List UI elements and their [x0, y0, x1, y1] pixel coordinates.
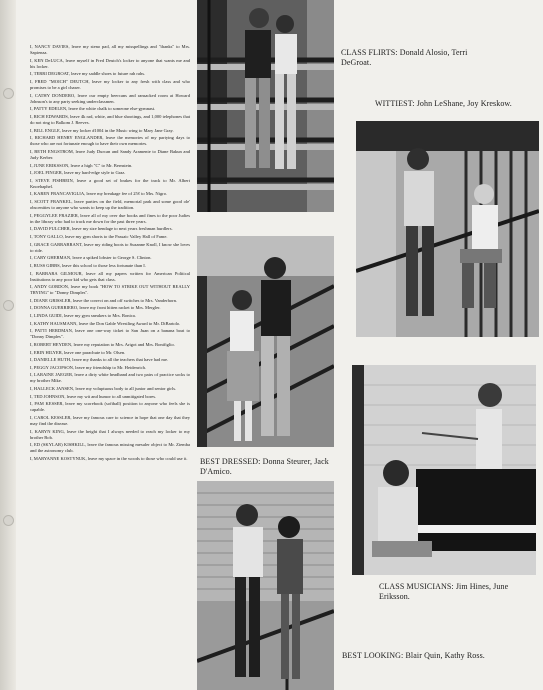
class-will-column — [30, 44, 190, 684]
will-entry: I, GRACE GARRABRANT, leave my riding boots to Suzanne Knoll, I know she loves to ride. — [30, 241, 190, 253]
will-entry: I, JUNE ERIKSSON, leave a high "C" to Mr. Bernstein. — [30, 162, 133, 168]
best-dressed-caption: BEST DRESSED: Donna Steurer, Jack D'Amico. — [200, 457, 329, 476]
will-entry: I, KATHY HAUSMANN, leave the Don Gable Wrestling Award to Mr. DiBartolo. — [30, 320, 181, 326]
wittiest-photo — [356, 121, 539, 337]
will-entry: I, ED (SKYLAR) KISHKILL, leave the famous missing mesuler object to Mr. Ziemba and the astronomy club. — [30, 442, 190, 454]
will-entry: I, DAVID FULCHER, leave my size hendage to next years freshman hurdlers. — [30, 226, 173, 232]
will-entry: I, LARAINE JAEGER, leave a dirty white headband and two pairs of practice socks to my brother Mike. — [30, 372, 190, 384]
punch-hole — [3, 300, 14, 311]
will-entry: I, PATTY EDELEN, leave the white chalk to someone else-gymnast. — [30, 106, 156, 112]
binding-edge — [0, 0, 16, 690]
will-entry: I, TERRI DEGROAT, leave my saddle shoes to future rah rahs. — [30, 71, 146, 77]
will-entry: I, ROBERT HEYDEN, leave my reputation to Mrs. Arigot and Mrs. Bonifiglio. — [30, 341, 175, 347]
best-dressed-photo — [197, 236, 334, 447]
class-flirts-caption: CLASS FLIRTS: Donald Alosio, Terri DeGroat. — [341, 48, 468, 67]
class-musicians-image — [352, 365, 536, 575]
will-entry: I, PEGGYLEE FRAZIER, leave all of my over due books and fines to the poor Judies in the library who had to track me down for the past three years. — [30, 212, 190, 224]
will-entry: I, JOEL FINGER, leave my hard-edge style to Graz. — [30, 170, 126, 176]
will-entry: I, FRED "MOICH" DEUTCH, leave my locker to any fresh with class and who promises to be a girl chaser. — [30, 78, 190, 91]
will-entry: I, LINDA GUIDI, leave my gym sneakers to Mrs. Bonica. — [30, 313, 136, 319]
will-entry: I, DIANE GRISSLER, leave the correct on and off switches to Mrs. Vanderhorn. — [30, 297, 178, 303]
punch-hole — [3, 515, 14, 526]
will-entry: I, STEVE FISHBEIN, leave a good set of brakes for the track to Mr. Albert Knoehaphel. — [30, 177, 190, 189]
wittiest-image — [356, 121, 539, 337]
will-entry: I, CARY GHERMAN, leave a spiked lobster to George S. Clinton. — [30, 255, 152, 261]
will-entry: I, BARBARA GILMOUR, leave all my papers written for American Political Institutions to any poor kid who gets that class. — [30, 270, 190, 282]
class-flirts-image — [197, 0, 334, 212]
best-looking-caption: BEST LOOKING: Blair Quin, Kathy Ross. — [342, 651, 485, 660]
will-entry: I, NANCY DAVIES, leave my steno pad, all my misspellings and "thanks" to Mrs. Sapienza. — [30, 44, 190, 56]
will-entry: I, PATTI HERDMAN, leave one one-way ticket to San Juan on a banana boat to "Donny Dimples". — [30, 328, 190, 340]
best-looking-image — [197, 481, 334, 690]
will-entry: I, PAM KESSER, leave my scorebook (softball) position to anyone who feels she is capable. — [30, 401, 190, 413]
will-entry: I, SCOTT FRANKEL, leave parties on the field, memorial park and some good ole' obscenities to anyone who wants to keep up the tradition. — [30, 199, 190, 211]
will-entry: I, DONNA GUERRIERO, leave my front hitten racket to Mrs. Mergler. — [30, 305, 161, 311]
best-looking-photo — [197, 481, 334, 690]
will-entry: I, RICH EDWARDS, leave 4k rad, white, and blue shootings, and 1,000 telephones that do not ring to Balkom J. Reeves. — [30, 113, 190, 126]
will-entry: I, MARYANNE KOSTYNUK, leave my space in the woods to those who could use it. — [30, 455, 188, 461]
class-musicians-caption: CLASS MUSICIANS: Jim Hines, June Eriksson. — [379, 582, 509, 601]
will-entry: I, KARYN KING, leave the height that I always needed to reach my locker to my brother Bob. — [30, 428, 190, 440]
class-musicians-photo — [352, 365, 536, 575]
will-entry: I, RUSS GIBBS, leave this school to those less fortunate than I. — [30, 262, 146, 268]
will-entry: I, DANIELLE HUTH, leave my thanks to all the teachers that have had me. — [30, 357, 169, 363]
will-entry: I, KAREN FRANCAVIGLIA, leave my breakage fee of 25¢ to Mrs. Nigro. — [30, 191, 168, 197]
will-entry: I, BETH ENGSTROM, leave Judy Durcan and Sandy Aramente to Diane Bakun and Judy Kerber. — [30, 148, 190, 160]
will-entry: I, CATHY DONDERO, leave our empty beercans and ransacked room at Howard Johnson's to any party seeking underclassmen. — [30, 92, 190, 104]
will-entry: I, BILL ENGLE, leave my locker #1004 in the Music wing to Mary Jane Gray. — [30, 127, 174, 133]
will-entry: I, ERIN HILYER, leave one parachute to Mr. Olsen. — [30, 349, 126, 355]
class-flirts-photo — [197, 0, 334, 212]
will-entry: I, RICHARD HENRY ENGLANDER, leave the memories of my partying days to those who are not fortunate enough to have their own memories. — [30, 135, 190, 147]
wittiest-caption: WITTIEST: John LeShane, Joy Kreskow. — [375, 99, 512, 108]
will-entry: I, ANDY GORDON, leave my book "HOW TO STRIKE OUT WITHOUT REALLY TRYING" to "Donny Dimples". — [30, 284, 190, 296]
best-dressed-image — [197, 236, 334, 447]
punch-hole — [3, 88, 14, 99]
will-entry: I, TED JOHNSON, leave my wit and humor to all unmitigated bores. — [30, 393, 157, 399]
will-entry: I, CAROL KESSLER, leave my famous care to science in hope that one day that they may find the disease. — [30, 414, 190, 426]
will-entry: I, PEGGY JACOPSON, leave my friendship to Mr. Heidenrich. — [30, 364, 147, 370]
will-entry: I, KEN DeLUCA, leave myself in Fred Deutch's locker to anyone that wants me and his locker. — [30, 57, 190, 69]
will-entry: I, HALLECK JANSEN, leave my voluptuous body to all junior and senior girls. — [30, 386, 177, 391]
will-entry: I, TONY GALLO, leave my gym shorts to the Passaic Valley Hall of Fame. — [30, 234, 168, 240]
